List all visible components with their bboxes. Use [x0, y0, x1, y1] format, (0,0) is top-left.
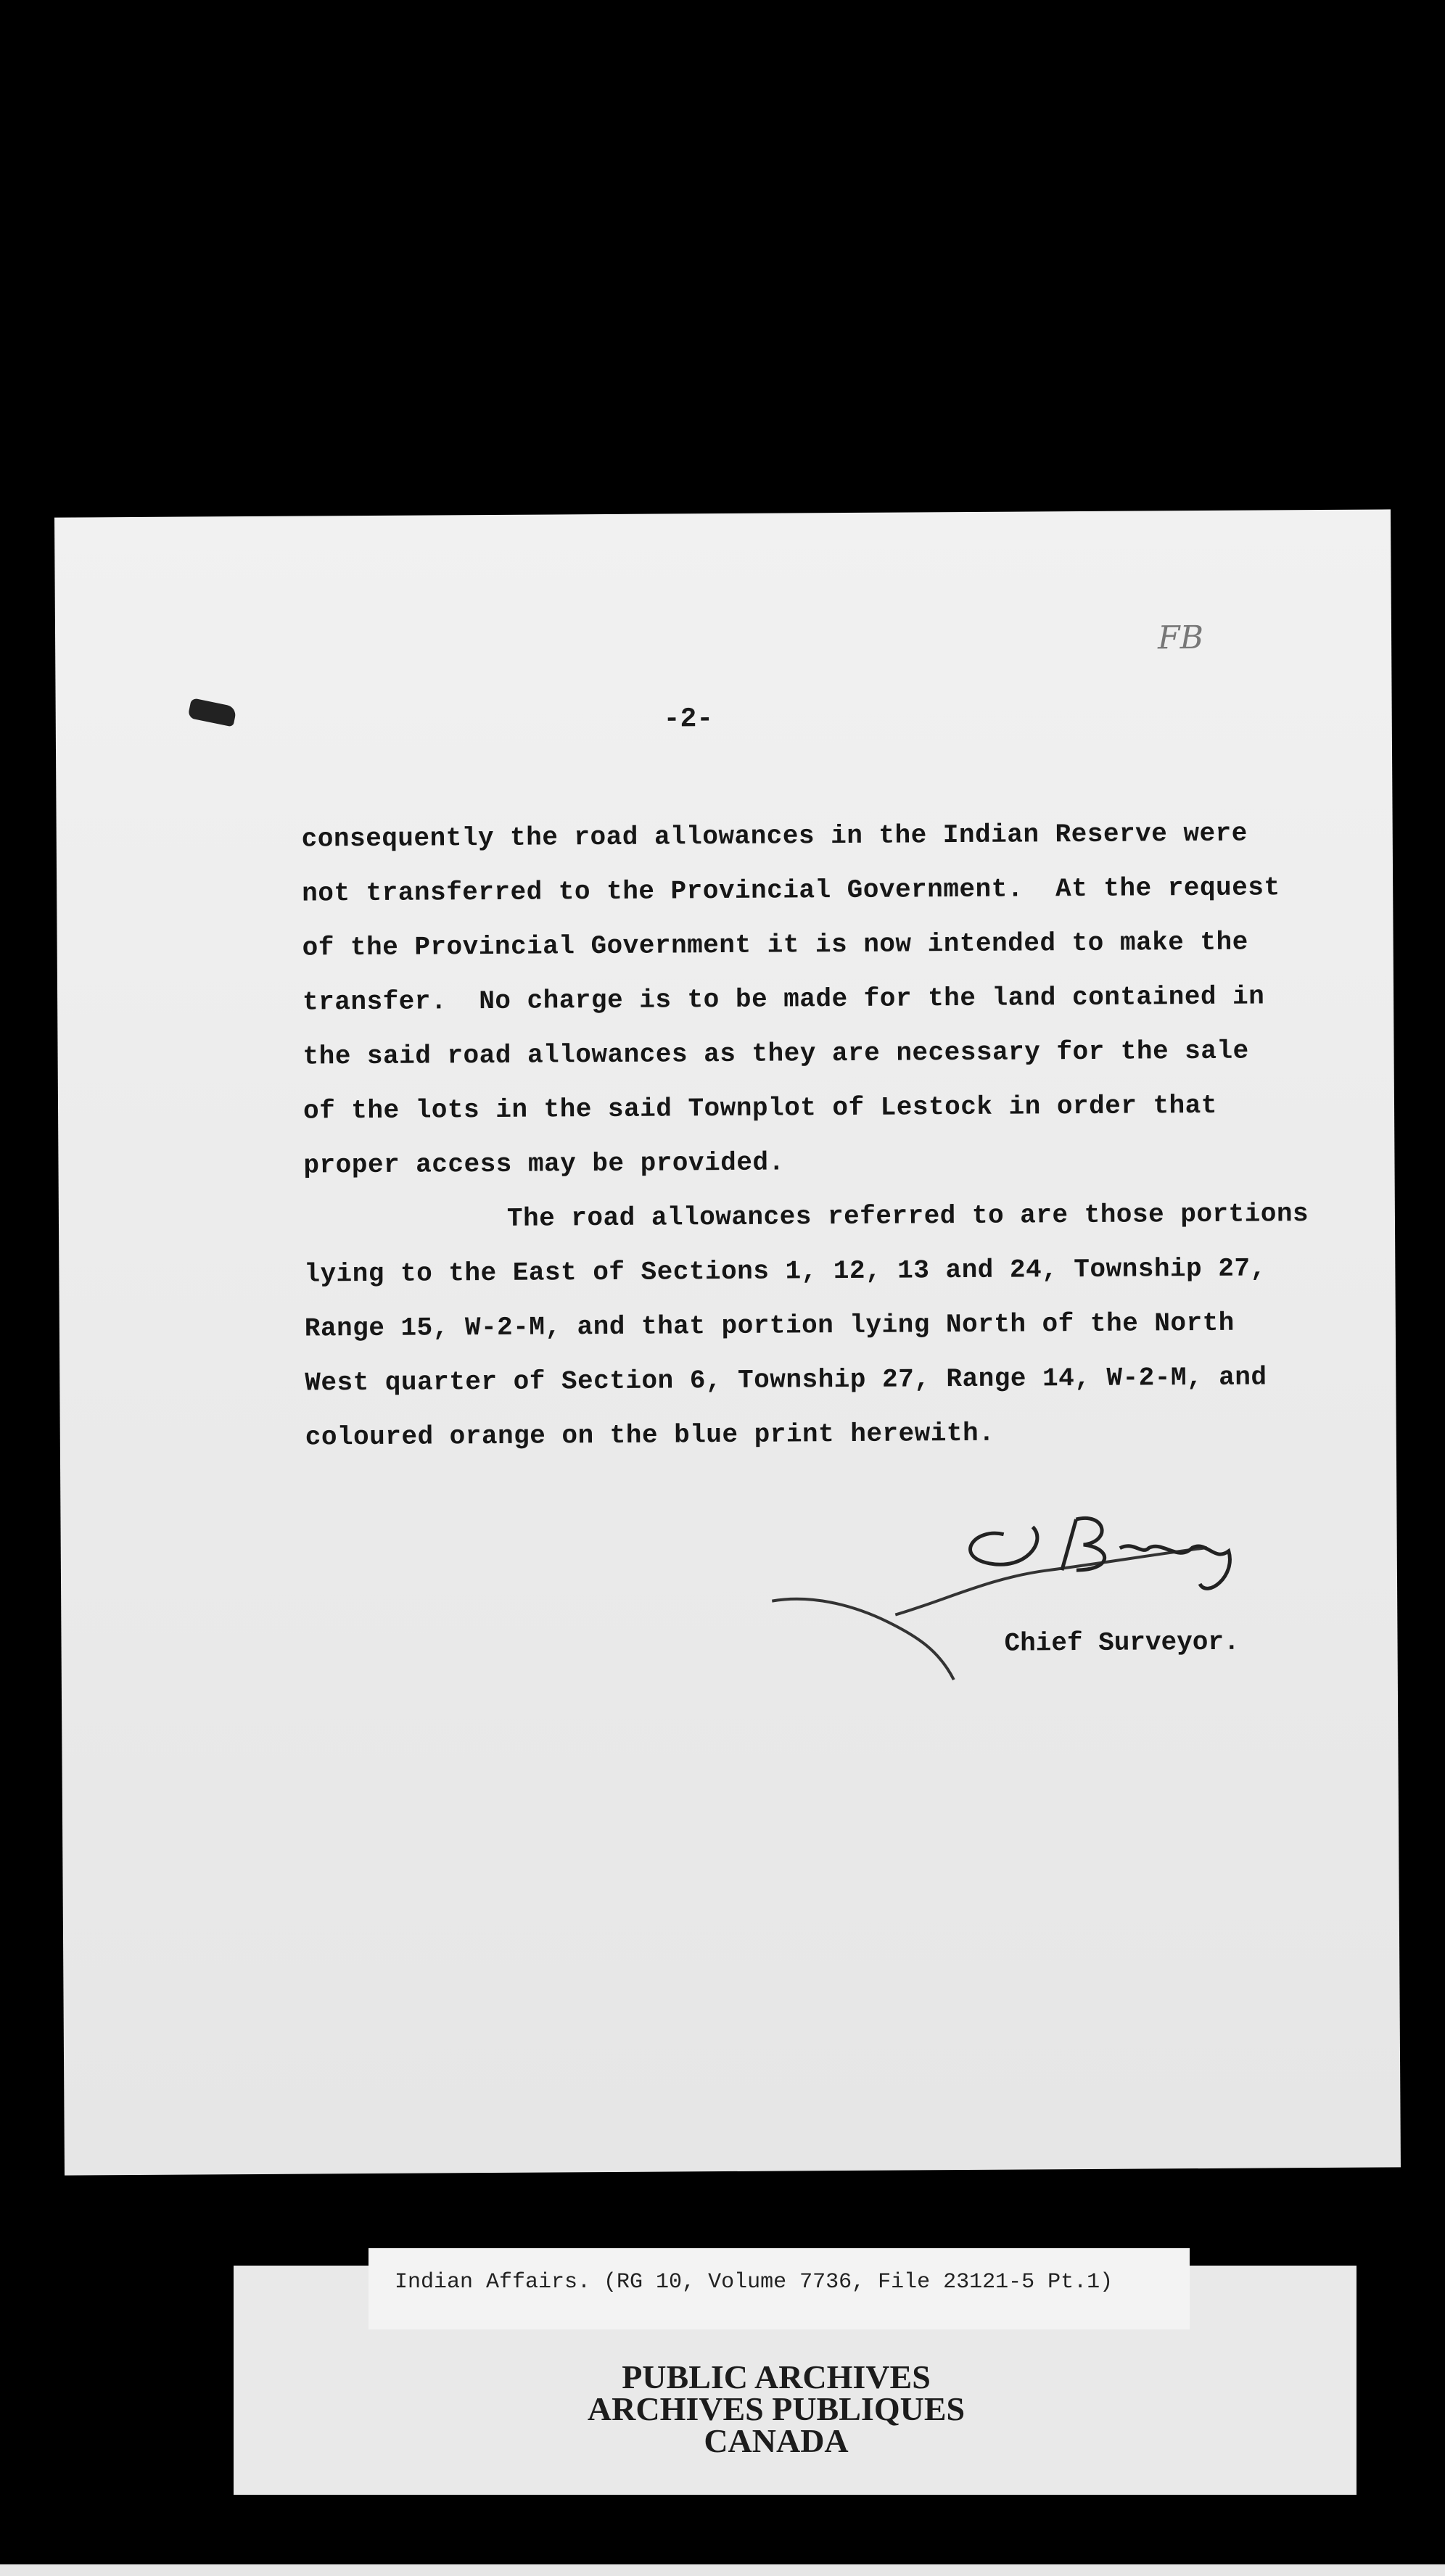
paragraph-1-line: transfer. No charge is to be made for the land contained in	[302, 981, 1265, 1017]
archive-line-3: CANADA	[704, 2422, 849, 2459]
paragraph-1-line: not transferred to the Provincial Government. At the request	[302, 872, 1280, 909]
paragraph-1-line: the said road allowances as they are necessary for the sale	[302, 1036, 1249, 1072]
archive-stamp	[551, 2358, 1001, 2459]
paragraph-2-line: West quarter of Section 6, Township 27, Range 14, W-2-M, and	[305, 1362, 1267, 1398]
archive-line-2: ARCHIVES PUBLIQUES	[587, 2390, 966, 2427]
signatory-title: Chief Surveyor.	[1004, 1627, 1240, 1659]
paragraph-1-line: of the Provincial Government it is now intended to make the	[302, 927, 1248, 963]
paragraph-1-line: of the lots in the said Townplot of Lestock in order that	[302, 1090, 1218, 1126]
paragraph-2-line: lying to the East of Sections 1, 12, 13 and 24, Township 27,	[304, 1253, 1267, 1289]
archive-reference: Indian Affairs. (RG 10, Volume 7736, File 23121-5 Pt.1)	[395, 2270, 1113, 2295]
paragraph-2-line: Range 15, W-2-M, and that portion lying North of the North	[304, 1308, 1235, 1344]
ink-blot	[188, 698, 237, 727]
paragraph-2-line: coloured orange on the blue print herewith.	[305, 1418, 995, 1453]
document-page	[54, 509, 1401, 2175]
paragraph-1-line: proper access may be provided.	[303, 1147, 785, 1181]
page-number: -2-	[663, 703, 714, 735]
paragraph-1-line: consequently the road allowances in the Indian Reserve were	[301, 818, 1248, 854]
paragraph-2-line: The road allowances referred to are those portions	[506, 1199, 1309, 1234]
handwritten-signature	[771, 1511, 1323, 1688]
letter-body	[302, 805, 1393, 1464]
archive-line-1: PUBLIC ARCHIVES	[622, 2358, 931, 2395]
film-edge	[0, 2564, 1445, 2576]
corner-initials: FB	[1157, 619, 1204, 657]
